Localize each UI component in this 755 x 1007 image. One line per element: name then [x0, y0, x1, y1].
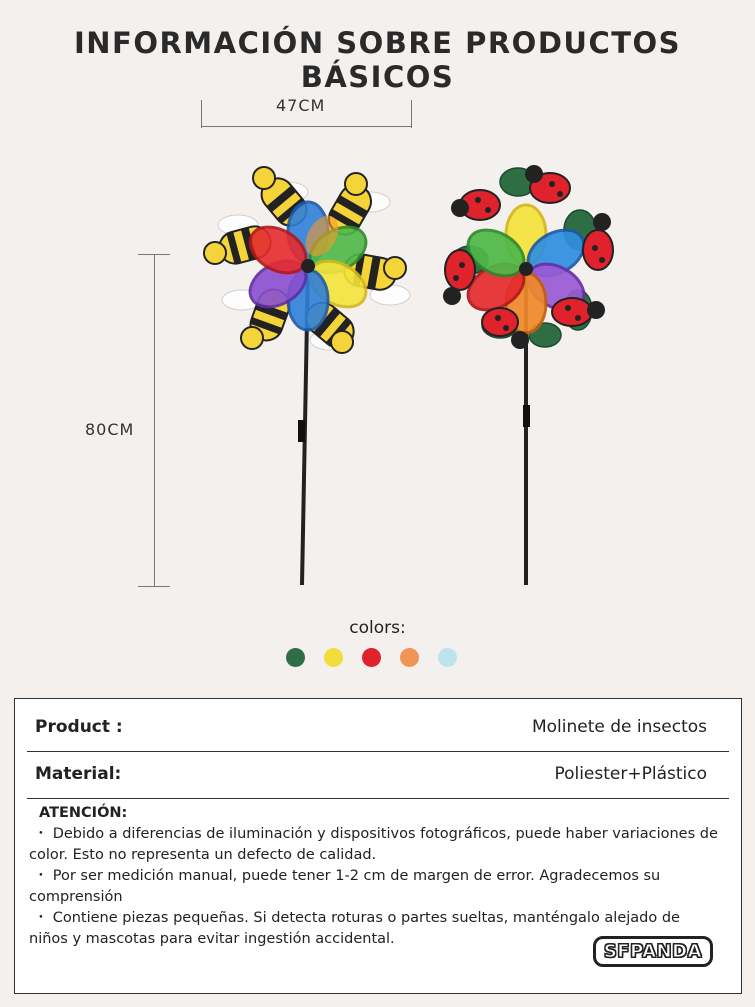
swatch-green[interactable]: [286, 648, 305, 667]
ladybug-pinwheel-image: [430, 150, 630, 590]
width-tick-left: [201, 100, 202, 128]
colors-label: colors:: [349, 618, 406, 638]
note-text: Debido a diferencias de iluminación y dispositivos fotográficos, puede haber variaciones de color. Esto no representa un defecto de calidad.: [29, 826, 718, 863]
height-label: 80CM: [85, 420, 135, 439]
spec-row-material: [27, 752, 729, 799]
swatch-light-blue[interactable]: [438, 648, 457, 667]
note-item: ・ Debido a diferencias de iluminación y dispositivos fotográficos, puede haber variaciones de color. Esto no representa un defecto de calidad.: [29, 826, 718, 863]
height-dimension-line: [154, 254, 155, 586]
note-text: Contiene piezas pequeñas. Si detecta roturas o partes sueltas, manténgalo alejado de niños y mascotas para evitar ingestión accidental.: [29, 910, 680, 947]
page-title: INFORMACIÓN SOBRE PRODUCTOS BÁSICOS: [73, 26, 682, 94]
bee-pinwheel-image: [190, 150, 430, 590]
material-value: Poliester+Plástico: [554, 764, 707, 784]
spec-row-product: [27, 705, 729, 752]
width-label: 47CM: [276, 96, 326, 115]
notes-section: [29, 803, 719, 950]
swatch-orange[interactable]: [400, 648, 419, 667]
height-tick-top: [138, 254, 170, 255]
swatch-yellow[interactable]: [324, 648, 343, 667]
material-label: Material:: [35, 764, 122, 784]
height-tick-bottom: [138, 586, 170, 587]
width-tick-right: [411, 100, 412, 128]
swatch-red[interactable]: [362, 648, 381, 667]
color-swatches: [286, 648, 457, 667]
note-item: ・ Contiene piezas pequeñas. Si detecta roturas o partes sueltas, manténgalo alejado de niños y mascotas para evitar ingestión accidental.: [29, 910, 680, 947]
width-dimension-line: [201, 126, 412, 127]
note-item: ・ Por ser medición manual, puede tener 1-2 cm de margen de error. Agradecemos su comprensión: [29, 868, 661, 905]
spec-panel: [14, 698, 742, 994]
product-value: Molinete de insectos: [531, 717, 707, 737]
notes-heading: ATENCIÓN:: [39, 805, 128, 821]
product-label: Product :: [35, 717, 123, 737]
brand-logo: SFPANDA: [593, 936, 713, 967]
note-text: Por ser medición manual, puede tener 1-2 cm de margen de error. Agradecemos su comprensión: [29, 868, 661, 905]
